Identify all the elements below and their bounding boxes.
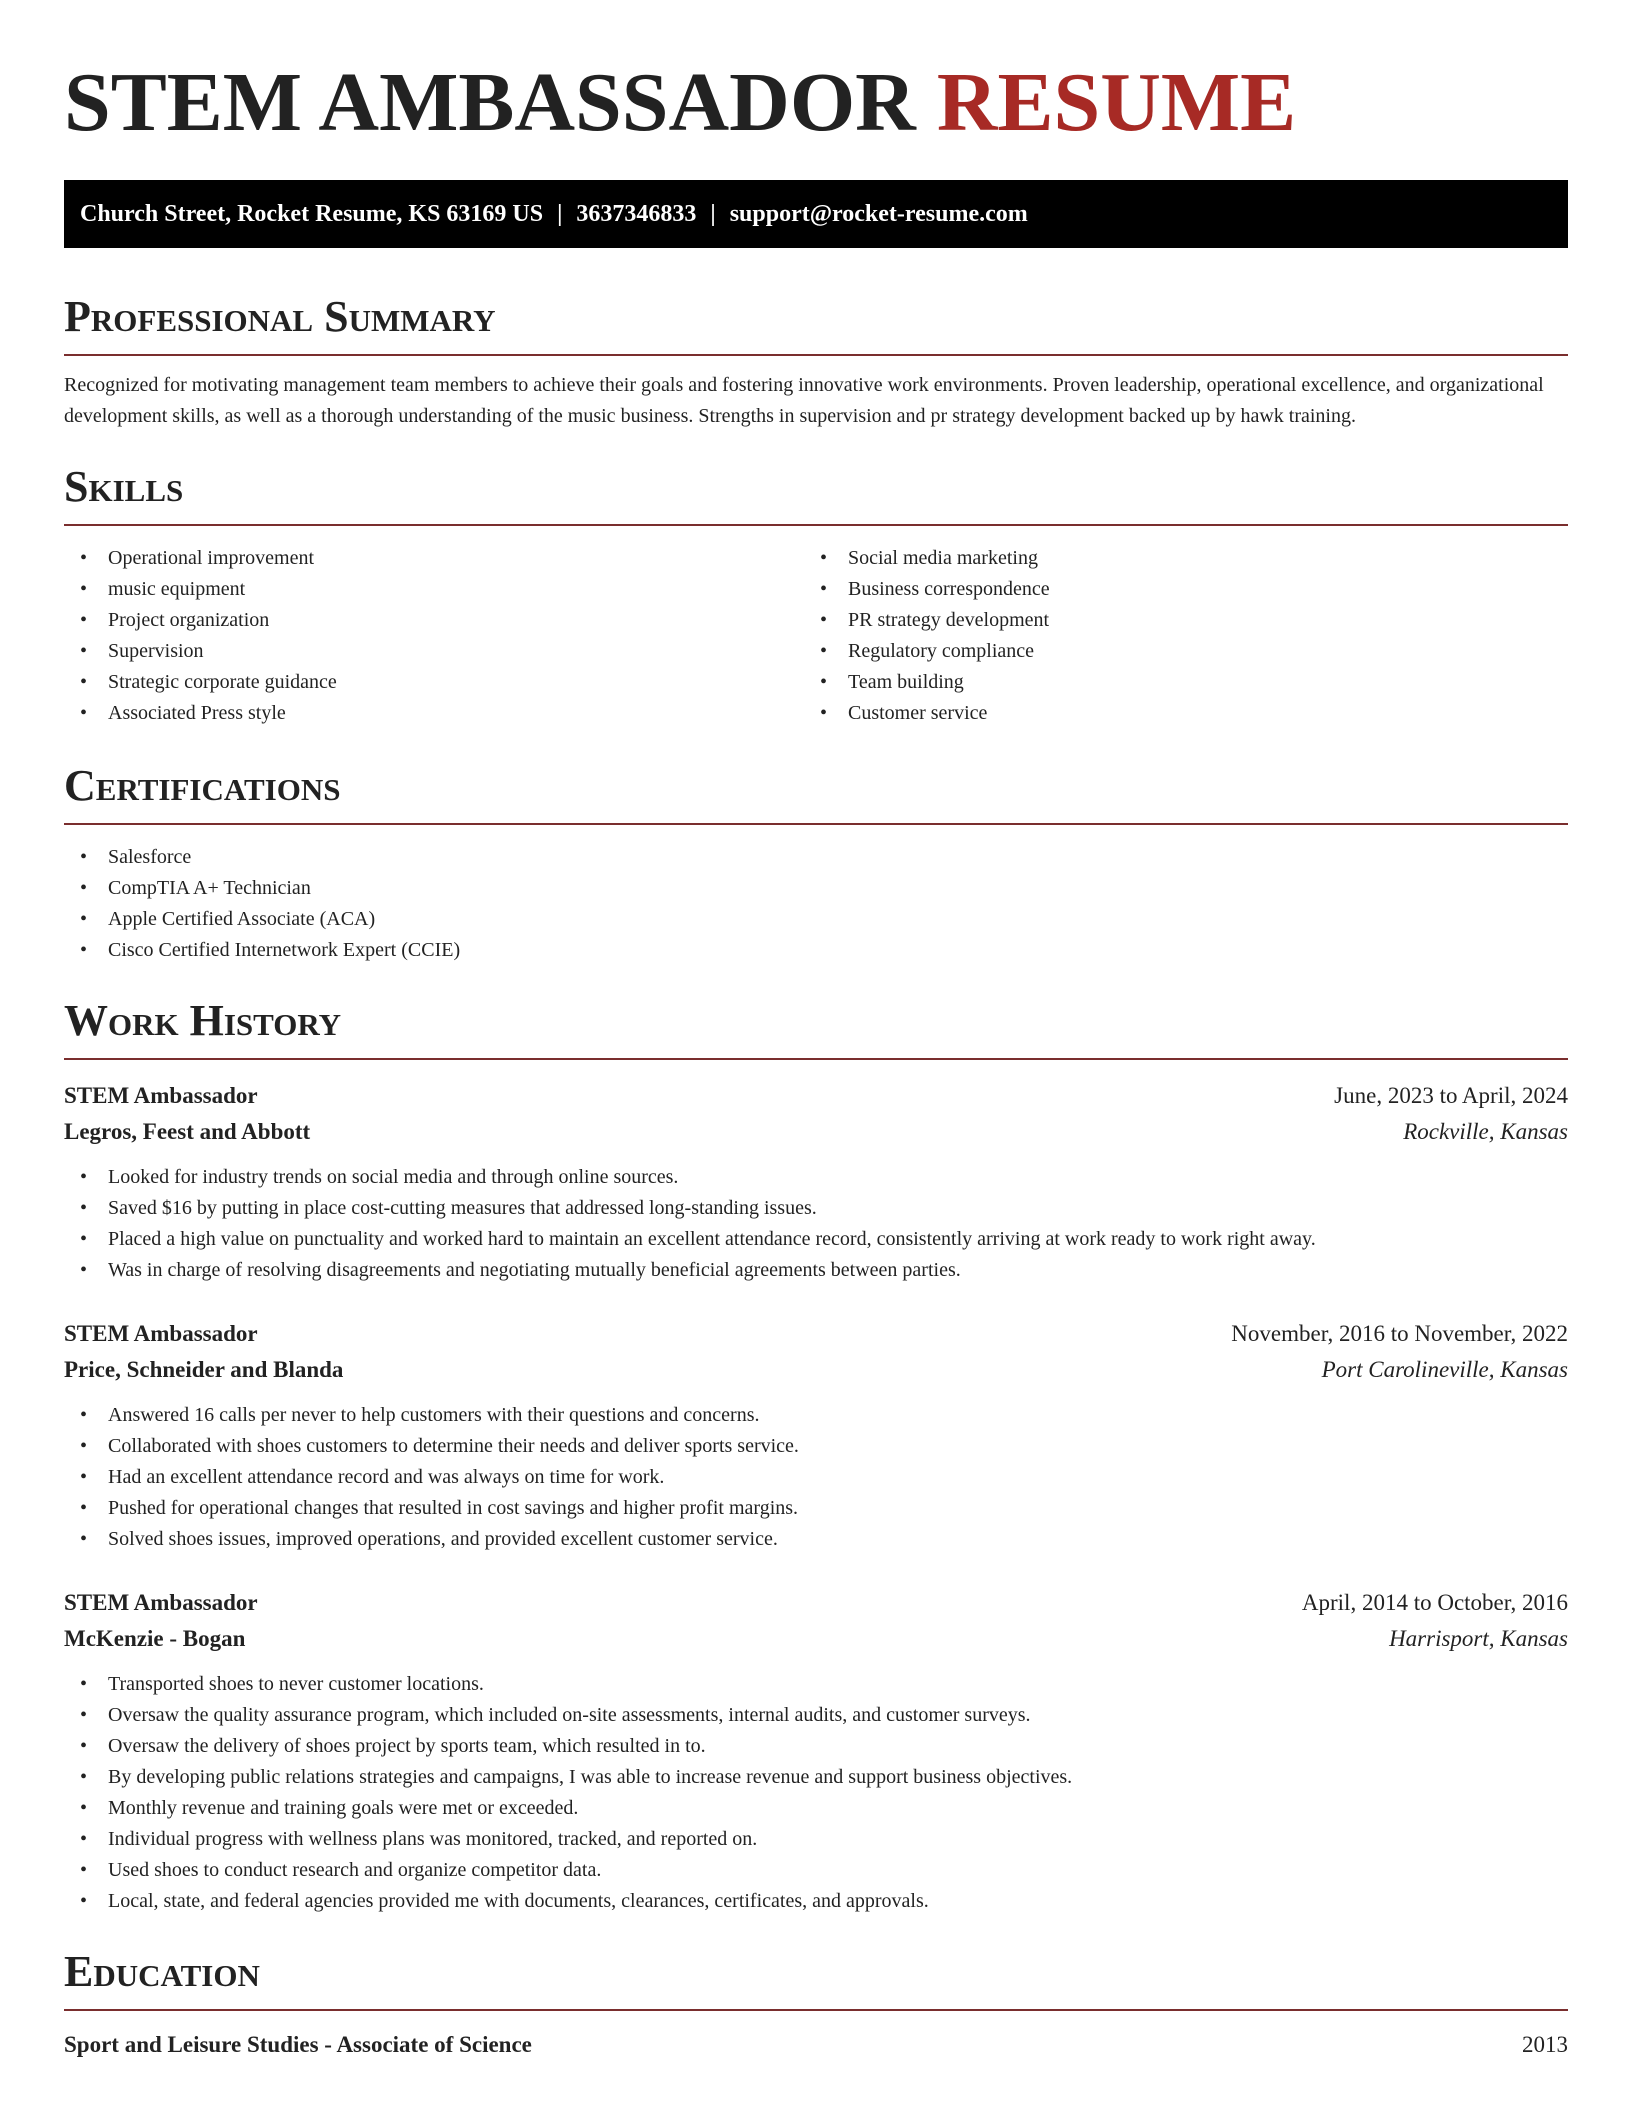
job-duty: • Answered 16 calls per never to help customers with their questions and concerns. <box>64 1400 1568 1431</box>
job-company: McKenzie - Bogan <box>64 1626 246 1651</box>
skill-item: • Supervision <box>64 636 804 667</box>
certification-item: • Apple Certified Associate (ACA) <box>64 904 1568 935</box>
job-duty: • Looked for industry trends on social media and through online sources. <box>64 1162 1568 1193</box>
job-duty: • Collaborated with shoes customers to determine their needs and deliver sports service. <box>64 1431 1568 1462</box>
job-duties-list <box>64 1669 1568 1917</box>
contact-separator: | <box>557 200 563 227</box>
skills-right-list <box>804 543 1544 729</box>
education-degree: Sport and Leisure Studies - Associate of Science <box>64 2032 532 2057</box>
contact-bar <box>64 180 1568 248</box>
education-year: 2013 <box>1522 2032 1568 2057</box>
job-duty: • Used shoes to conduct research and organize competitor data. <box>64 1855 1568 1886</box>
job-duties-list <box>64 1400 1568 1555</box>
section-divider <box>64 524 1568 526</box>
job-duty: • Was in charge of resolving disagreements and negotiating mutually beneficial agreements between parties. <box>64 1255 1568 1286</box>
job-duty: • Placed a high value on punctuality and worked hard to maintain an excellent attendance record, consistently arriving at work ready to work right away. <box>64 1224 1568 1255</box>
job-title: STEM Ambassador <box>64 1321 258 1346</box>
job-duty: • Pushed for operational changes that resulted in cost savings and higher profit margins. <box>64 1493 1568 1524</box>
certification-item: • Cisco Certified Internetwork Expert (CCIE) <box>64 935 1568 966</box>
section-heading-skills: Skills <box>64 462 184 511</box>
skills-grid <box>64 543 1568 729</box>
certifications-section <box>64 761 1568 966</box>
job-duties-list <box>64 1162 1568 1286</box>
section-heading-certifications: Certifications <box>64 761 341 810</box>
skill-item: • music equipment <box>64 574 804 605</box>
job-dates: June, 2023 to April, 2024 <box>1334 1083 1568 1108</box>
job-location: Harrisport, Kansas <box>1389 1626 1568 1651</box>
job-duty: • Oversaw the quality assurance program, which included on-site assessments, internal audits, and customer surveys. <box>64 1700 1568 1731</box>
job-dates: November, 2016 to November, 2022 <box>1231 1321 1568 1346</box>
job-title: STEM Ambassador <box>64 1083 258 1108</box>
education-entry <box>64 2027 1568 2063</box>
job-duty: • Had an excellent attendance record and was always on time for work. <box>64 1462 1568 1493</box>
job-dates: April, 2014 to October, 2016 <box>1301 1590 1568 1615</box>
skill-item: • Project organization <box>64 605 804 636</box>
work-history-section <box>64 996 1568 1917</box>
title-main: STEM AMBASSADOR <box>64 56 916 149</box>
skill-item: • Customer service <box>804 698 1544 729</box>
section-divider <box>64 823 1568 825</box>
section-heading-education: Education <box>64 1947 260 1996</box>
section-heading-summary: Professional Summary <box>64 292 496 341</box>
summary-text: Recognized for motivating management team members to achieve their goals and fostering innovative work environments. Proven leadership, operational excellence, and organizational development skills, as well as a thorough understanding of the music business. Strengths in supervision and pr strategy development backed up by hawk training. <box>64 374 1544 427</box>
summary-section <box>64 292 1568 432</box>
skills-section <box>64 462 1568 729</box>
certification-item: • CompTIA A+ Technician <box>64 873 1568 904</box>
job-entry <box>64 1078 1568 1286</box>
skills-left-list <box>64 543 804 729</box>
skill-item: • Social media marketing <box>804 543 1544 574</box>
skill-item: • Strategic corporate guidance <box>64 667 804 698</box>
job-location: Rockville, Kansas <box>1403 1119 1568 1144</box>
job-company: Price, Schneider and Blanda <box>64 1357 344 1382</box>
job-entry <box>64 1585 1568 1917</box>
certification-item: • Salesforce <box>64 842 1568 873</box>
skill-item: • Team building <box>804 667 1544 698</box>
title-accent: RESUME <box>936 56 1297 149</box>
section-heading-work-history: Work History <box>64 996 342 1045</box>
contact-address: Church Street, Rocket Resume, KS 63169 US <box>80 200 544 227</box>
skill-item: • Associated Press style <box>64 698 804 729</box>
education-section <box>64 1947 1568 2063</box>
job-duty: • Solved shoes issues, improved operations, and provided excellent customer service. <box>64 1524 1568 1555</box>
job-duty: • Local, state, and federal agencies provided me with documents, clearances, certificates, and approvals. <box>64 1886 1568 1917</box>
contact-phone: 3637346833 <box>576 200 697 227</box>
skill-item: • Operational improvement <box>64 543 804 574</box>
job-duty: • Oversaw the delivery of shoes project by sports team, which resulted in to. <box>64 1731 1568 1762</box>
skill-item: • Regulatory compliance <box>804 636 1544 667</box>
job-duty: • Individual progress with wellness plans was monitored, tracked, and reported on. <box>64 1824 1568 1855</box>
job-title: STEM Ambassador <box>64 1590 258 1615</box>
job-duty: • Monthly revenue and training goals were met or exceeded. <box>64 1793 1568 1824</box>
skill-item: • PR strategy development <box>804 605 1544 636</box>
job-company: Legros, Feest and Abbott <box>64 1119 311 1144</box>
job-location: Port Carolineville, Kansas <box>1321 1357 1568 1382</box>
job-duty: • By developing public relations strategies and campaigns, I was able to increase revenue and support business objectives. <box>64 1762 1568 1793</box>
contact-email: support@rocket-resume.com <box>729 200 1028 227</box>
job-duty: • Transported shoes to never customer locations. <box>64 1669 1568 1700</box>
section-divider <box>64 354 1568 356</box>
job-duty: • Saved $16 by putting in place cost-cutting measures that addressed long-standing issues. <box>64 1193 1568 1224</box>
contact-separator: | <box>710 200 716 227</box>
skill-item: • Business correspondence <box>804 574 1544 605</box>
section-divider <box>64 1058 1568 1060</box>
resume-title <box>64 0 1568 151</box>
section-divider <box>64 2009 1568 2011</box>
certifications-list <box>64 842 1568 966</box>
job-entry <box>64 1316 1568 1555</box>
